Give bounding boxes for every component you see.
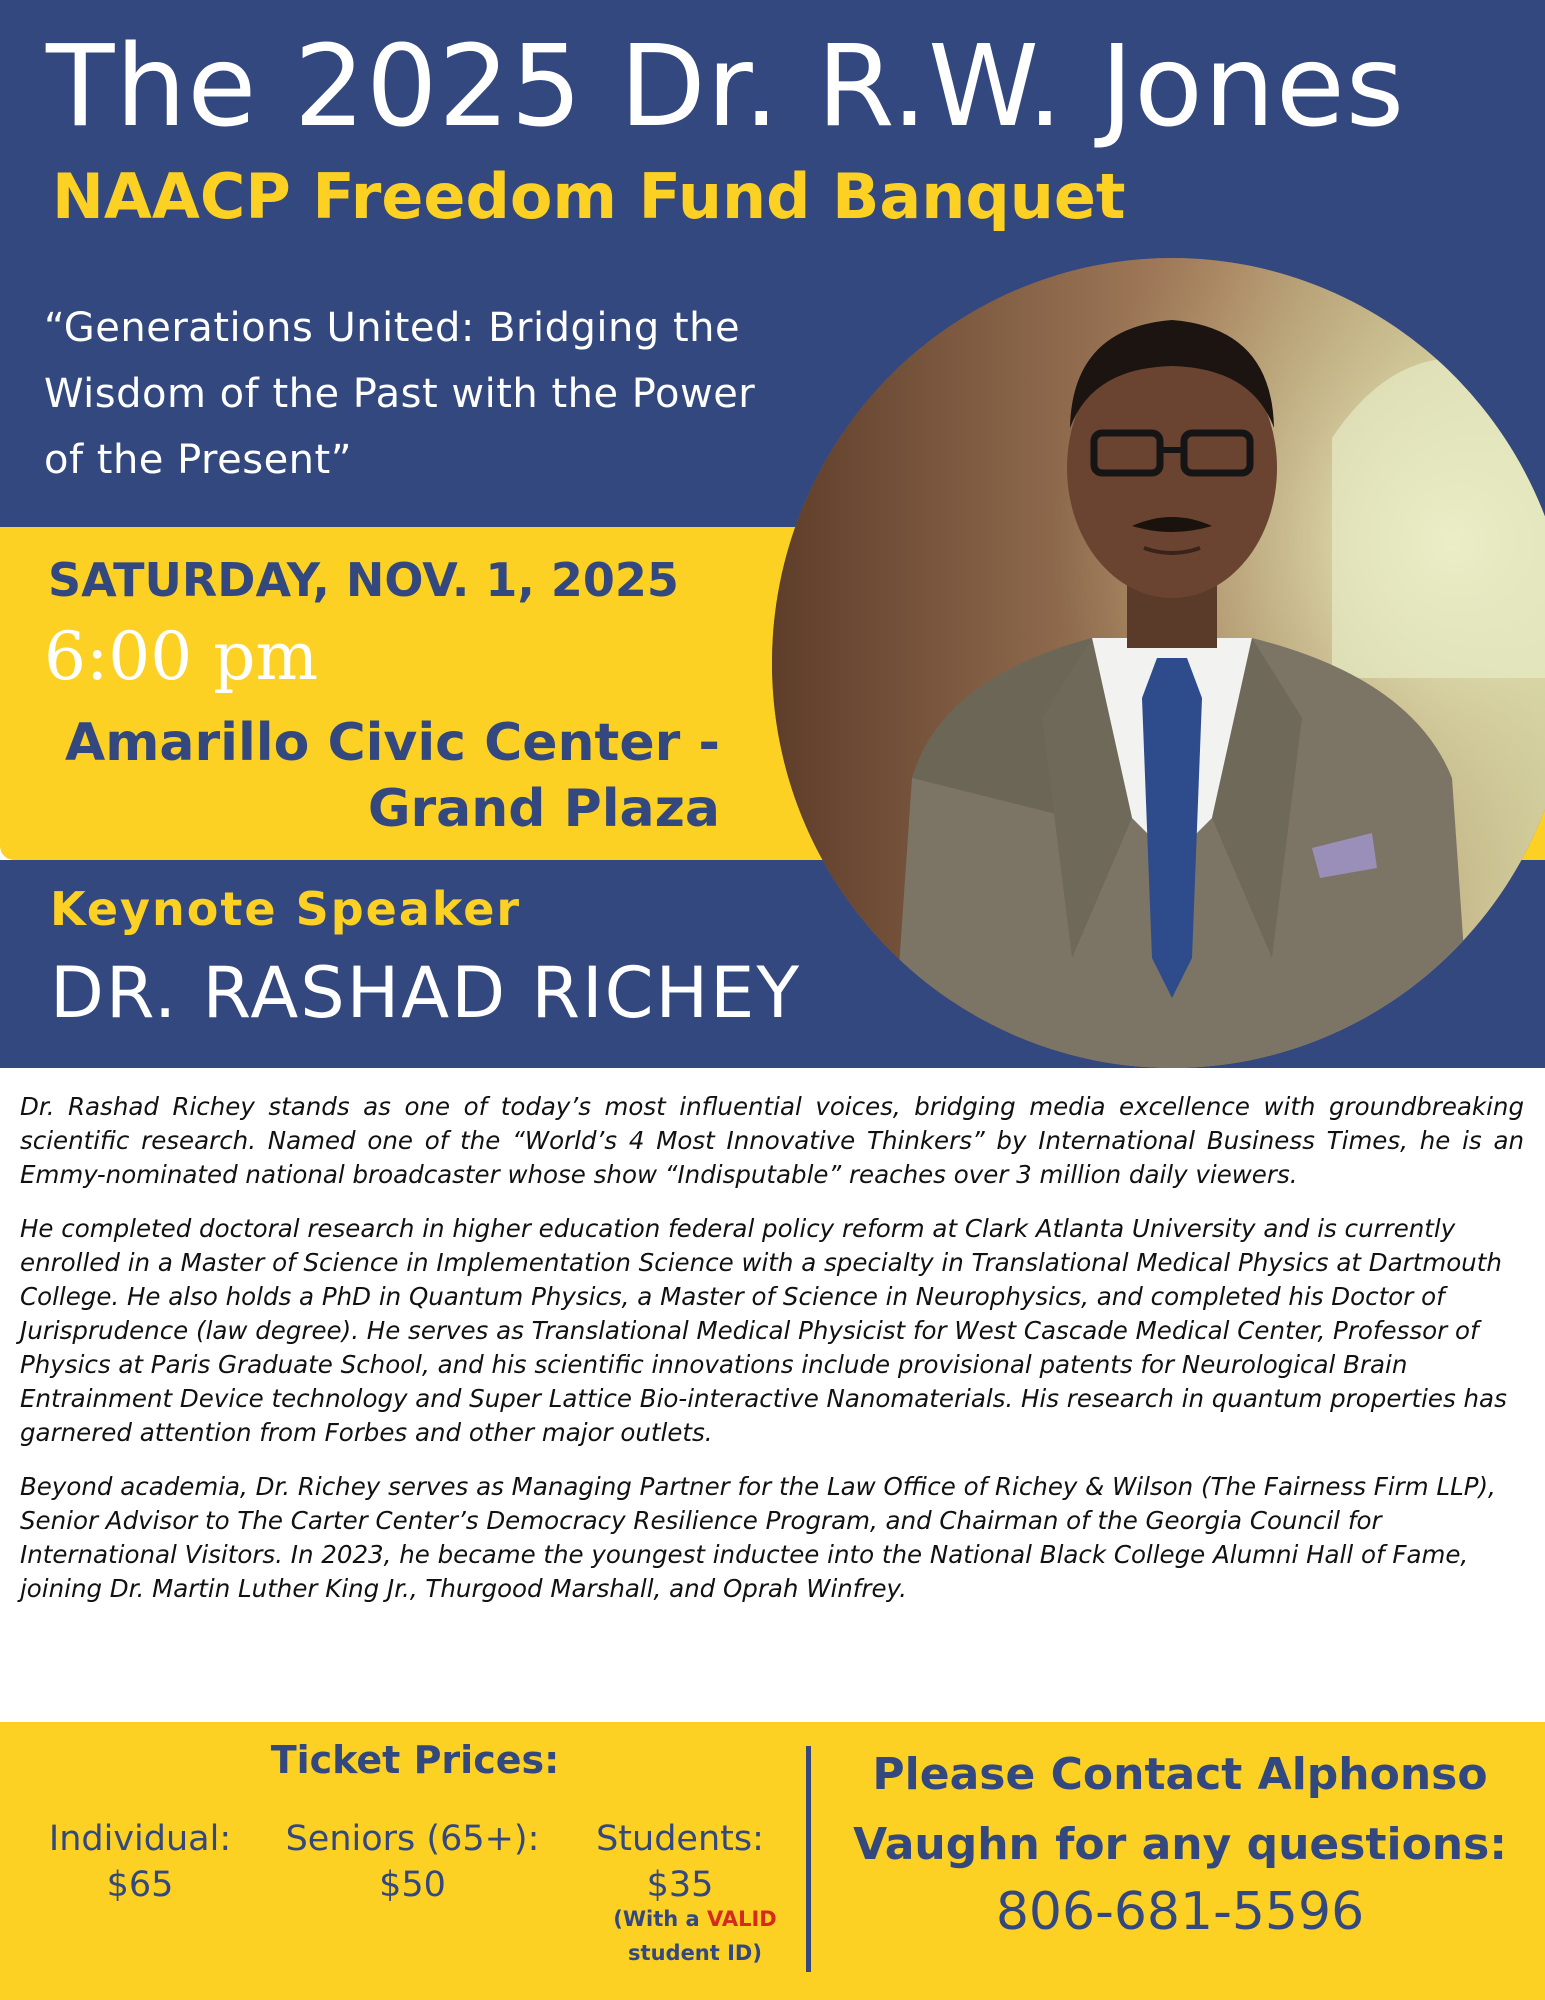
event-date: SATURDAY, NOV. 1, 2025 <box>48 553 679 607</box>
theme-line: of the Present” <box>44 437 352 483</box>
ticket-prices-title: Ticket Prices: <box>270 1738 560 1782</box>
event-theme <box>44 295 804 493</box>
event-venue <box>40 710 720 842</box>
theme-line: “Generations United: Bridging the <box>44 305 741 351</box>
student-id-note <box>600 1902 790 1970</box>
note-valid: VALID <box>707 1907 777 1931</box>
keynote-speaker-name: DR. RASHAD RICHEY <box>50 952 802 1034</box>
price-amount: $35 <box>646 1865 714 1905</box>
price-individual <box>30 1816 250 1908</box>
keynote-label: Keynote Speaker <box>50 882 522 936</box>
price-label: Students: <box>596 1819 764 1859</box>
speaker-bio <box>20 1090 1524 1626</box>
bio-paragraph: He completed doctoral research in higher education federal policy reform at Clark Atlanta University and is currently enrolled in a Master of Science in Implementation Science with a specialty in Translational Medical Physics at Dartmouth College. He also holds a PhD in Quantum Physics, a Master of Science in Neurophysics, and completed his Doctor of Jurisprudence (law degree). He serves as Translational Medical Physicist for West Cascade Medical Center, Professor of Physics at Paris Graduate School, and his scientific innovations include provisional patents for Neurological Brain Entrainment Device technology and Super Lattice Bio-interactive Nanomaterials. His research in quantum properties has garnered attention from Forbes and other major outlets. <box>20 1214 1507 1447</box>
event-subtitle: NAACP Freedom Fund Banquet <box>52 160 1126 233</box>
event-time: 6:00 pm <box>44 618 319 695</box>
ticket-divider <box>806 1746 811 1972</box>
venue-line: Grand Plaza <box>367 779 720 839</box>
contact-info <box>830 1740 1530 1880</box>
contact-line: Please Contact Alphonso <box>872 1749 1488 1800</box>
note-suffix: student ID) <box>628 1941 762 1965</box>
note-prefix: (With a <box>613 1907 708 1931</box>
price-amount: $65 <box>106 1865 174 1905</box>
price-students <box>580 1816 780 1908</box>
price-label: Seniors (65+): <box>285 1819 540 1859</box>
speaker-portrait-illustration <box>772 258 1545 1068</box>
bio-paragraph: Dr. Rashad Richey stands as one of today’s most influential voices, bridging media excellence with groundbreaking scientific research. Named one of the “World’s 4 Most Innovative Thinkers” by International Business Times, he is an Emmy-nominated national broadcaster whose show “Indisputable” reaches over 3 million daily viewers. <box>20 1092 1524 1189</box>
bio-paragraph: Beyond academia, Dr. Richey serves as Managing Partner for the Law Office of Richey & Wilson (The Fairness Firm LLP), Senior Advisor to The Carter Center’s Democracy Resilience Program, and Chairman of the Georgia Council for International Visitors. In 2023, he became the youngest inductee into the National Black College Alumni Hall of Fame, joining Dr. Martin Luther King Jr., Thurgood Marshall, and Oprah Winfrey. <box>20 1472 1496 1603</box>
contact-phone[interactable]: 806-681-5596 <box>995 1882 1365 1942</box>
price-label: Individual: <box>48 1819 232 1859</box>
price-amount: $50 <box>379 1865 446 1905</box>
page-title: The 2025 Dr. R.W. Jones <box>46 22 1406 152</box>
price-seniors <box>285 1816 540 1908</box>
theme-line: Wisdom of the Past with the Power <box>44 371 756 417</box>
contact-line: Vaughn for any questions: <box>853 1819 1507 1870</box>
speaker-portrait <box>772 258 1545 1068</box>
venue-line: Amarillo Civic Center - <box>64 713 720 773</box>
